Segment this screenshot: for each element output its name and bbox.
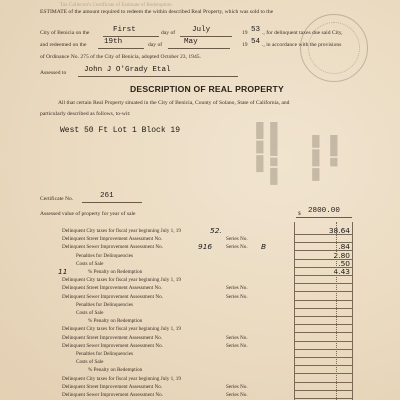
redeem-year-prefix: 19 — [242, 42, 248, 48]
amount-row-rule — [294, 332, 352, 333]
cents-divider-rule — [336, 222, 337, 400]
assessed-to-label: Assessed to — [40, 70, 67, 76]
redeem-month: May — [184, 38, 198, 46]
amount-row-rule — [294, 283, 352, 284]
amount-row-rule — [294, 341, 352, 342]
description-line-2: particularly described as follows, to-wit: — [40, 111, 131, 117]
row-amount: 38.64 — [328, 226, 350, 235]
assessed-to-value: John J O'Grady Etal — [84, 66, 171, 74]
amount-row-rule — [294, 291, 352, 292]
redeem-day-of-label: day of — [148, 42, 163, 48]
amount-row-rule — [294, 382, 352, 383]
row-label: Delinquent City taxes for fiscal year beginning July 1, 19 — [62, 277, 181, 284]
row-label: Costs of Sale — [76, 260, 104, 267]
section-heading: DESCRIPTION OF REAL PROPERTY — [130, 84, 284, 94]
row-label: Penalties for Delinquencies — [76, 351, 134, 357]
row-filled-value: 52. — [210, 226, 222, 235]
amount-row-rule — [294, 300, 352, 301]
certificate-line — [82, 202, 142, 203]
row-label: Delinquent Street Improvement Assessment No. — [62, 334, 163, 341]
day-of-label: day of — [161, 30, 176, 36]
certificate-number: 261 — [100, 192, 114, 200]
estimate-line-1: ESTIMATE of the amount required to redeem the within described Real Property, which was sold to the — [40, 9, 274, 15]
row-label: Delinquent City taxes for fiscal year beginning July 1, 19 — [62, 228, 181, 234]
assessed-value-label: Assessed value of property for year of sale — [40, 211, 136, 217]
row-amount: .84 — [338, 242, 350, 252]
amount-row-rule — [294, 308, 352, 309]
row-label: Delinquent Sewer Improvement Assessment No. — [62, 342, 163, 349]
row-label: Penalties for Delinquencies — [76, 252, 134, 259]
bleed-through-text: ████████ ██ ████ — [270, 122, 276, 185]
redeem-day: 19th — [104, 38, 123, 46]
row-label: Delinquent City taxes for fiscal year beginning July 1, 19 — [62, 326, 181, 333]
row-amount: .50 — [338, 258, 350, 268]
redeemed-on-label: and redeemed on the — [40, 42, 87, 48]
amount-row-rule — [294, 398, 352, 399]
sold-day-line — [103, 36, 159, 37]
amount-row-rule — [294, 316, 352, 317]
series-no-label: Series No. — [226, 334, 248, 341]
row-label: Delinquent Sewer Improvement Assessment No. — [62, 293, 163, 300]
bleed-through-text: █████ ██ — [330, 135, 336, 167]
row-label: Delinquent Street Improvement Assessment No. — [62, 236, 163, 243]
series-no-label: Series No. — [226, 342, 248, 349]
redeem-year: 54 — [251, 38, 261, 46]
series-filled-value: B — [261, 242, 267, 252]
property-description: West 50 Ft Lot 1 Block 19 — [60, 126, 181, 135]
amount-row-rule — [294, 365, 352, 366]
sold-month-line — [180, 36, 232, 37]
faded-header-text: Tax Collector's Certificate of Estimate of Redemption — [60, 2, 172, 8]
description-line-1: All that certain Real Property situated in the City of Benicia, County of Solano, State of California, and — [58, 100, 290, 106]
row-label: % Penalty on Redemption — [88, 318, 143, 325]
amount-row-rule — [294, 373, 352, 374]
ordinance-text: of Ordinance No. 275 of the City of Benicia, adopted October 23, 1945. — [40, 54, 201, 60]
series-no-label: Series No. — [226, 293, 248, 300]
series-no-label: Series No. — [226, 236, 248, 243]
row-label: Delinquent City taxes for fiscal year beginning July 1, 19 — [62, 375, 181, 382]
row-label: % Penalty on Redemption — [88, 269, 143, 275]
redeem-day-line — [98, 48, 144, 49]
sold-day: First — [113, 26, 136, 34]
amount-column-left-rule — [294, 222, 295, 400]
sold-year: 53 — [251, 26, 261, 34]
line3-suffix: ., in accordance with the provisions — [262, 42, 342, 48]
row-label: Costs of Sale — [76, 310, 104, 316]
amount-row-rule — [294, 390, 352, 391]
amount-column-right-rule — [352, 222, 353, 400]
row-label: Delinquent Street Improvement Assessment No. — [62, 383, 163, 390]
row-amount: 4.43 — [333, 267, 350, 276]
row-label: Delinquent Sewer Improvement Assessment No. — [62, 392, 163, 398]
dollar-sign: $ — [298, 211, 301, 217]
row-amount: 2.80 — [333, 250, 350, 260]
amount-row-rule — [294, 324, 352, 325]
city-on-the-label: City of Benicia on the — [40, 30, 90, 36]
series-no-label: Series No. — [226, 392, 248, 398]
row-label: Delinquent Sewer Improvement Assessment No. — [62, 244, 163, 251]
certificate-label: Certificate No. — [40, 196, 74, 202]
bleed-through-text: ███ ████ ███ — [312, 135, 318, 181]
amount-row-rule — [294, 349, 352, 350]
year-prefix: 19 — [242, 30, 248, 36]
row-label: Penalties for Delinquencies — [76, 301, 134, 308]
row-label: Delinquent Street Improvement Assessment No. — [62, 285, 163, 292]
series-no-label: Series No. — [226, 244, 248, 251]
line2-suffix: ., for delinquent taxes due said City, — [262, 30, 343, 36]
bleed-through-text: ████ ███ ████ — [256, 122, 262, 173]
assessed-value-line — [296, 217, 352, 218]
sold-month: July — [192, 26, 211, 34]
series-no-label: Series No. — [226, 383, 248, 390]
series-no-label: Series No. — [226, 285, 248, 292]
row-label: Costs of Sale — [76, 359, 104, 366]
row-label: % Penalty on Redemption — [88, 367, 143, 374]
redeem-month-line — [168, 48, 230, 49]
amount-row-rule — [294, 357, 352, 358]
assessed-to-line — [78, 76, 238, 77]
row-filled-value: 916 — [198, 242, 213, 252]
assessed-value: 2800.00 — [308, 207, 340, 215]
row-filled-value: 11 — [58, 267, 68, 276]
